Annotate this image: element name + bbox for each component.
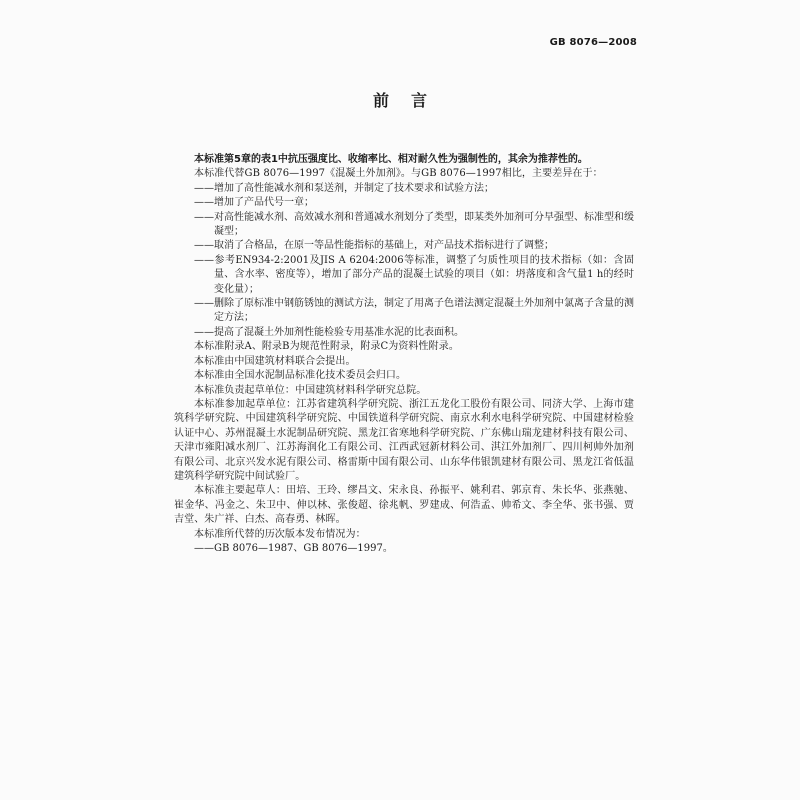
item-dash: —— [194, 542, 214, 554]
item-dash: —— [194, 182, 214, 194]
change-item [194, 326, 634, 340]
proposer-statement: 本标准由中国建筑材料联合会提出。 [194, 355, 356, 367]
item-text: 增加了产品代号一章； [214, 197, 314, 209]
mandatory-clause-note: 本标准第5章的表1中抗压强度比、收缩率比、相对耐久性为强制性的，其余为推荐性的。 [194, 154, 588, 165]
item-text: 取消了合格品，在原一等品性能指标的基础上，对产品技术指标进行了调整； [214, 240, 554, 252]
change-item [194, 196, 634, 210]
history-item [194, 542, 634, 556]
item-dash: —— [194, 211, 214, 223]
replacement-statement: 本标准代替GB 8076—1997《混凝土外加剂》。与GB 8076—1997相比，主要差异在于： [194, 168, 603, 180]
change-item [194, 239, 634, 253]
standard-code: GB 8076—2008 [549, 37, 637, 48]
item-dash: —— [194, 240, 214, 252]
item-dash: —— [194, 298, 214, 310]
appendix-statement: 本标准附录A、附录B为规范性附录，附录C为资料性附录。 [194, 341, 459, 353]
change-item [194, 254, 634, 297]
item-text: 对高性能减水剂、高效减水剂和普通减水剂划分了类型，即某类外加剂可分早强型、标准型和缓凝型； [214, 211, 634, 238]
participating-units-statement: 本标准参加起草单位：江苏省建筑科学研究院、浙江五龙化工股份有限公司、同济大学、上海市建筑科学研究院、中国建筑科学研究院、中国铁道科学研究院、南京水利水电科学研究院、中国建材检验认证中心、苏州混凝土水泥制品研究院、黑龙江省寒地科学研究院、广东佛山瑞龙建材科技有限公司、天津市雍阳减水剂厂、江苏海润化工有限公司、江西武冠新材料公司、淇江外加剂厂、四川柯帅外加剂有限公司、北京兴发水泥有限公司、格雷斯中国有限公司、山东华伟银凯建材有限公司、黑龙江省低温建筑科学研究院中间试验厂。 [174, 398, 634, 482]
history-statement: 本标准所代替的历次版本发布情况为： [194, 528, 366, 540]
item-text: 参考EN934-2:2001及JIS A 6204:2006等标准，调整了匀质性项目的技术指标（如：含固量、含水率、密度等），增加了部分产品的混凝土试验的项目（如：坍落度和含气量1 h的经时变化量）； [214, 254, 634, 295]
item-text: 增加了高性能减水剂和泵送剂，并制定了技术要求和试验方法； [214, 182, 494, 194]
change-item [194, 182, 634, 196]
item-text: 提高了混凝土外加剂性能检验专用基准水泥的比表面积。 [214, 326, 464, 338]
item-dash: —— [194, 326, 214, 338]
change-item [194, 297, 634, 326]
committee-statement: 本标准由全国水泥制品标准化技术委员会归口。 [194, 370, 407, 382]
change-item [194, 211, 634, 240]
preface-body [174, 153, 634, 556]
item-text: 删除了原标准中钢筋锈蚀的测试方法，制定了用离子色谱法测定混凝土外加剂中氯离子含量的测定方法； [214, 298, 634, 324]
lead-drafter-statement: 本标准负责起草单位：中国建筑材料科学研究总院。 [194, 384, 427, 396]
item-dash: —— [194, 254, 214, 266]
page-title: 前言 [372, 91, 449, 110]
drafters-statement: 本标准主要起草人：田培、王玲、缪昌文、宋永良、孙振平、姚利君、郭京育、朱长华、张燕驰、崔金华、冯金之、朱卫中、伸以林、张俊超、徐兆帆、罗建成、何浩孟、帅希文、李全华、张书强、贾吉堂、朱广祥、白杰、高春勇、林晖。 [174, 485, 634, 526]
item-dash: —— [194, 197, 214, 209]
item-text: GB 8076—1987、GB 8076—1997。 [214, 542, 393, 554]
